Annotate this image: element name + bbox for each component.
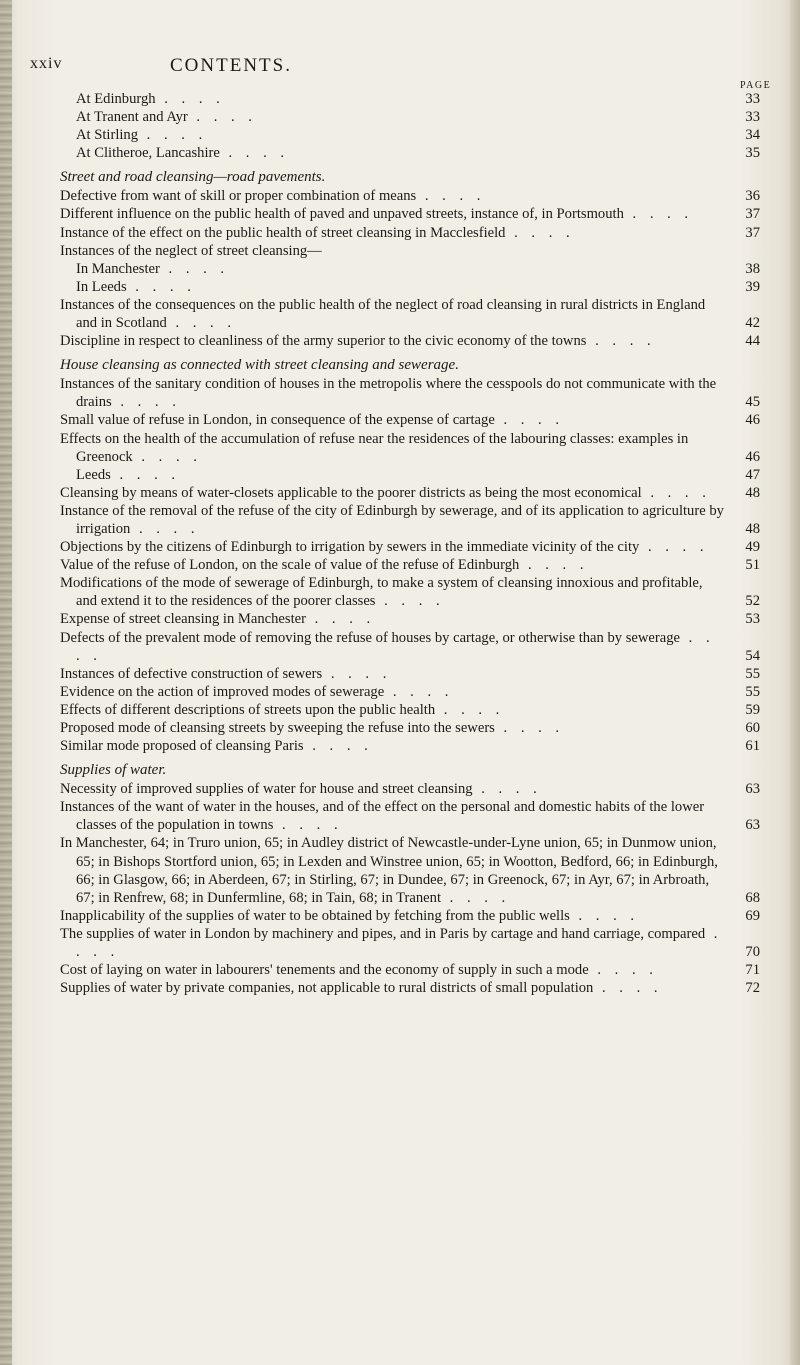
entry-page-number: 36	[745, 188, 760, 205]
toc-entry	[60, 224, 760, 242]
entry-title: Instances of the consequences on the public health of the neglect of road cleansing in rural districts in England and in Scotland	[60, 296, 706, 332]
section-heading: Street and road cleansing—road pavements.	[60, 169, 326, 186]
dot-leader: . . . .	[111, 394, 181, 411]
dot-leader: . . . .	[375, 593, 445, 610]
entry-title: Small value of refuse in London, in consequence of the expense of cartage	[60, 412, 495, 429]
entry-page-number: 53	[745, 611, 760, 628]
dot-leader: . . . .	[322, 665, 392, 682]
entry-page-number: 48	[745, 520, 760, 537]
toc-entry	[60, 411, 760, 429]
entry-title: Value of the refuse of London, on the scale of value of the refuse of Edinburgh	[60, 557, 520, 574]
entry-page-number: 33	[745, 91, 760, 107]
entry-page-number: 63	[745, 781, 760, 798]
dot-leader: . . . .	[639, 539, 709, 556]
toc-entry	[60, 907, 760, 925]
section-heading: Supplies of water.	[60, 762, 167, 779]
dot-leader: . . . .	[159, 260, 230, 277]
entry-page-number: 52	[745, 593, 760, 610]
toc-entry	[60, 375, 760, 411]
entry-title: Instances of the sanitary condition of houses in the metropolis where the cesspools do not communicate with the drains	[60, 376, 717, 411]
dot-leader: . . . .	[623, 206, 694, 223]
entry-page-number: 38	[745, 260, 760, 277]
dot-leader: . . . .	[586, 333, 656, 350]
toc-entry	[60, 260, 760, 278]
entry-page-number: 54	[745, 647, 760, 664]
toc-entry	[60, 502, 760, 538]
dot-leader: . . . .	[126, 278, 196, 295]
entry-title: Expense of street cleansing in Manchester	[60, 611, 306, 628]
dot-leader: . . . .	[641, 484, 711, 501]
entry-title: In Manchester, 64; in Truro union, 65; in Audley district of Newcastle-under-Lyne union, 65; in Dunmow union, 65; in Bishops Stortford union, 65; in Lexden and Winstree union, 65; in Wootton, Bedford, 66; in Edinburgh, 66; in Glasgow, 66; in Aberdeen, 67; in Stirling, 67; in Dundee, 67; in Greenock, 67; in Ayr, 67; in Arbroath, 67; in Renfrew, 68; in Dunfermline, 68; in Tain, 68; in Tranent	[60, 835, 718, 906]
toc-entry	[60, 925, 760, 961]
entry-title: Effects on the health of the accumulation of refuse near the residences of the labouring classes: examples in	[60, 430, 689, 447]
toc-entry	[60, 961, 760, 979]
toc-entry	[60, 296, 760, 332]
entry-page-number: 35	[745, 145, 760, 162]
entry-title: Different influence on the public health of paved and unpaved streets, instance of, in Portsmouth	[60, 206, 624, 223]
entry-title: Greenock	[76, 448, 133, 465]
dot-leader: . . . .	[305, 611, 376, 628]
entry-title: Cleansing by means of water-closets applicable to the poorer districts as being the most economical	[60, 484, 642, 501]
entry-page-number: 45	[745, 394, 760, 411]
toc-entry	[60, 144, 760, 162]
dot-leader: . . . .	[384, 683, 454, 700]
dot-leader: . . . .	[273, 817, 343, 834]
entry-title: At Clitheroe, Lancashire	[76, 145, 220, 162]
entry-title: Evidence on the action of improved modes of sewerage	[60, 683, 385, 700]
dot-leader: . . . .	[138, 127, 208, 144]
entry-page-number: 51	[745, 557, 760, 574]
toc-section	[60, 168, 760, 350]
page-header	[0, 55, 800, 83]
toc-entry	[60, 205, 760, 223]
dot-leader: . . . .	[441, 889, 511, 906]
entry-title: Instances of defective construction of sewers	[60, 665, 323, 682]
entry-page-number: 70	[745, 944, 760, 961]
entry-title: Instances of the neglect of street cleansing—	[60, 242, 322, 259]
entry-page-number: 69	[745, 907, 760, 924]
dot-leader: . . . .	[588, 962, 658, 979]
entry-page-number: 37	[745, 206, 760, 223]
dot-leader: . . . .	[416, 188, 486, 205]
dot-leader: . . . .	[76, 629, 715, 664]
dot-leader: . . . .	[505, 224, 575, 241]
entry-title: At Edinburgh	[76, 91, 156, 107]
entry-page-number: 61	[745, 738, 760, 755]
entry-title: Proposed mode of cleansing streets by sweeping the refuse into the sewers	[60, 720, 495, 736]
entry-title: Cost of laying on water in labourers' tenements and the economy of supply in such a mode	[60, 962, 589, 979]
entry-page-number: 59	[745, 701, 760, 718]
table-of-contents	[60, 90, 760, 997]
toc-entry	[60, 665, 760, 683]
toc-entry	[60, 629, 760, 665]
entry-title: Inapplicability of the supplies of water to be obtained by fetching from the public wells	[60, 907, 570, 924]
entry-page-number: 34	[745, 127, 760, 144]
dot-leader: . . . .	[519, 557, 589, 574]
entry-title: Discipline in respect to cleanliness of the army superior to the civic economy of the towns	[60, 333, 587, 350]
toc-section	[60, 90, 760, 162]
entry-title: The supplies of water in London by machinery and pipes, and in Paris by cartage and hand carriage, compared	[60, 925, 706, 942]
entry-page-number: 33	[745, 109, 760, 126]
toc-entry	[60, 448, 760, 466]
entry-title: At Tranent and Ayr	[76, 109, 188, 126]
dot-leader: . . . .	[155, 91, 225, 107]
entry-title: Objections by the citizens of Edinburgh to irrigation by sewers in the immediate vicinity of the city	[60, 539, 640, 556]
entry-page-number: 44	[745, 333, 760, 350]
toc-entry	[60, 538, 760, 556]
page-binding-edge	[0, 0, 12, 1365]
dot-leader: . . . .	[494, 720, 565, 736]
entry-page-number: 37	[745, 224, 760, 241]
section-heading: House cleansing as connected with street cleansing and sewerage.	[60, 357, 459, 374]
toc-entry	[60, 798, 760, 834]
page-folio: xxiv	[30, 55, 63, 72]
dot-leader: . . . .	[303, 738, 373, 755]
dot-leader: . . . .	[130, 520, 200, 537]
entry-title: Similar mode proposed of cleansing Paris	[60, 738, 304, 755]
dot-leader: . . . .	[494, 412, 564, 429]
entry-page-number: 55	[745, 683, 760, 700]
toc-entry	[60, 90, 760, 108]
toc-entry	[60, 780, 760, 798]
entry-page-number: 48	[745, 484, 760, 501]
toc-entry	[60, 737, 760, 755]
entry-title: In Leeds	[76, 278, 127, 295]
toc-entry	[60, 242, 760, 260]
entry-title: Instance of the removal of the refuse of the city of Edinburgh by sewerage, and of its application to agriculture by irrigation	[60, 502, 724, 537]
page-right-edge	[790, 0, 800, 1365]
entry-page-number: 49	[745, 539, 760, 556]
entry-title: In Manchester	[76, 260, 160, 277]
entry-title: Defective from want of skill or proper combination of means	[60, 188, 417, 205]
toc-entry	[60, 701, 760, 719]
entry-title: Necessity of improved supplies of water for house and street cleansing	[60, 781, 473, 798]
entry-title: Modifications of the mode of sewerage of Edinburgh, to make a system of cleansing innoxious and profitable, and extend it to the residences of the poorer classes	[60, 575, 703, 610]
entry-page-number: 63	[745, 817, 760, 834]
entry-title: Defects of the prevalent mode of removing the refuse of houses by cartage, or otherwise than by sewerage	[60, 629, 680, 646]
entry-page-number: 42	[745, 315, 760, 332]
entry-page-number: 55	[745, 665, 760, 682]
entry-title: Supplies of water by private companies, not applicable to rural districts of small population	[60, 980, 594, 997]
entry-page-number: 39	[745, 278, 760, 295]
entry-page-number: 46	[745, 448, 760, 465]
dot-leader: . . . .	[132, 448, 202, 465]
entry-title: Instance of the effect on the public health of street cleansing in Macclesfield	[60, 224, 506, 241]
dot-leader: . . . .	[593, 980, 663, 997]
toc-entry	[60, 610, 760, 628]
entry-page-number: 71	[745, 962, 760, 979]
toc-section	[60, 356, 760, 755]
entry-title: Instances of the want of water in the houses, and of the effect on the personal and domestic habits of the lower classes of the population in towns	[60, 799, 705, 834]
toc-entry	[60, 834, 760, 906]
dot-leader: . . . .	[569, 907, 640, 924]
toc-entry	[60, 278, 760, 296]
toc-entry	[60, 126, 760, 144]
dot-leader: . . . .	[76, 925, 723, 961]
entry-page-number: 46	[745, 412, 760, 429]
entry-title: Effects of different descriptions of streets upon the public health	[60, 701, 436, 718]
dot-leader: . . . .	[435, 701, 505, 718]
dot-leader: . . . .	[187, 109, 257, 126]
entry-page-number: 68	[745, 889, 760, 906]
toc-entry	[60, 332, 760, 350]
toc-entry	[60, 556, 760, 574]
entry-page-number: 47	[745, 466, 760, 483]
dot-leader: . . . .	[219, 145, 290, 162]
entry-title: At Stirling	[76, 127, 139, 144]
page-column-label: PAGE	[740, 80, 772, 91]
toc-entry	[60, 683, 760, 701]
entry-page-number: 60	[745, 720, 760, 736]
dot-leader: . . . .	[110, 466, 181, 483]
entry-page-number: 72	[745, 980, 760, 997]
toc-entry	[60, 430, 760, 448]
toc-section	[60, 761, 760, 997]
toc-entry	[60, 574, 760, 610]
toc-entry	[60, 108, 760, 126]
dot-leader: . . . .	[166, 315, 236, 332]
running-head: CONTENTS.	[170, 55, 292, 76]
toc-entry	[60, 484, 760, 502]
toc-entry	[60, 187, 760, 205]
toc-entry	[60, 719, 760, 737]
toc-entry	[60, 466, 760, 484]
entry-title: Leeds	[76, 466, 111, 483]
toc-entry	[60, 979, 760, 997]
dot-leader: . . . .	[472, 781, 542, 798]
